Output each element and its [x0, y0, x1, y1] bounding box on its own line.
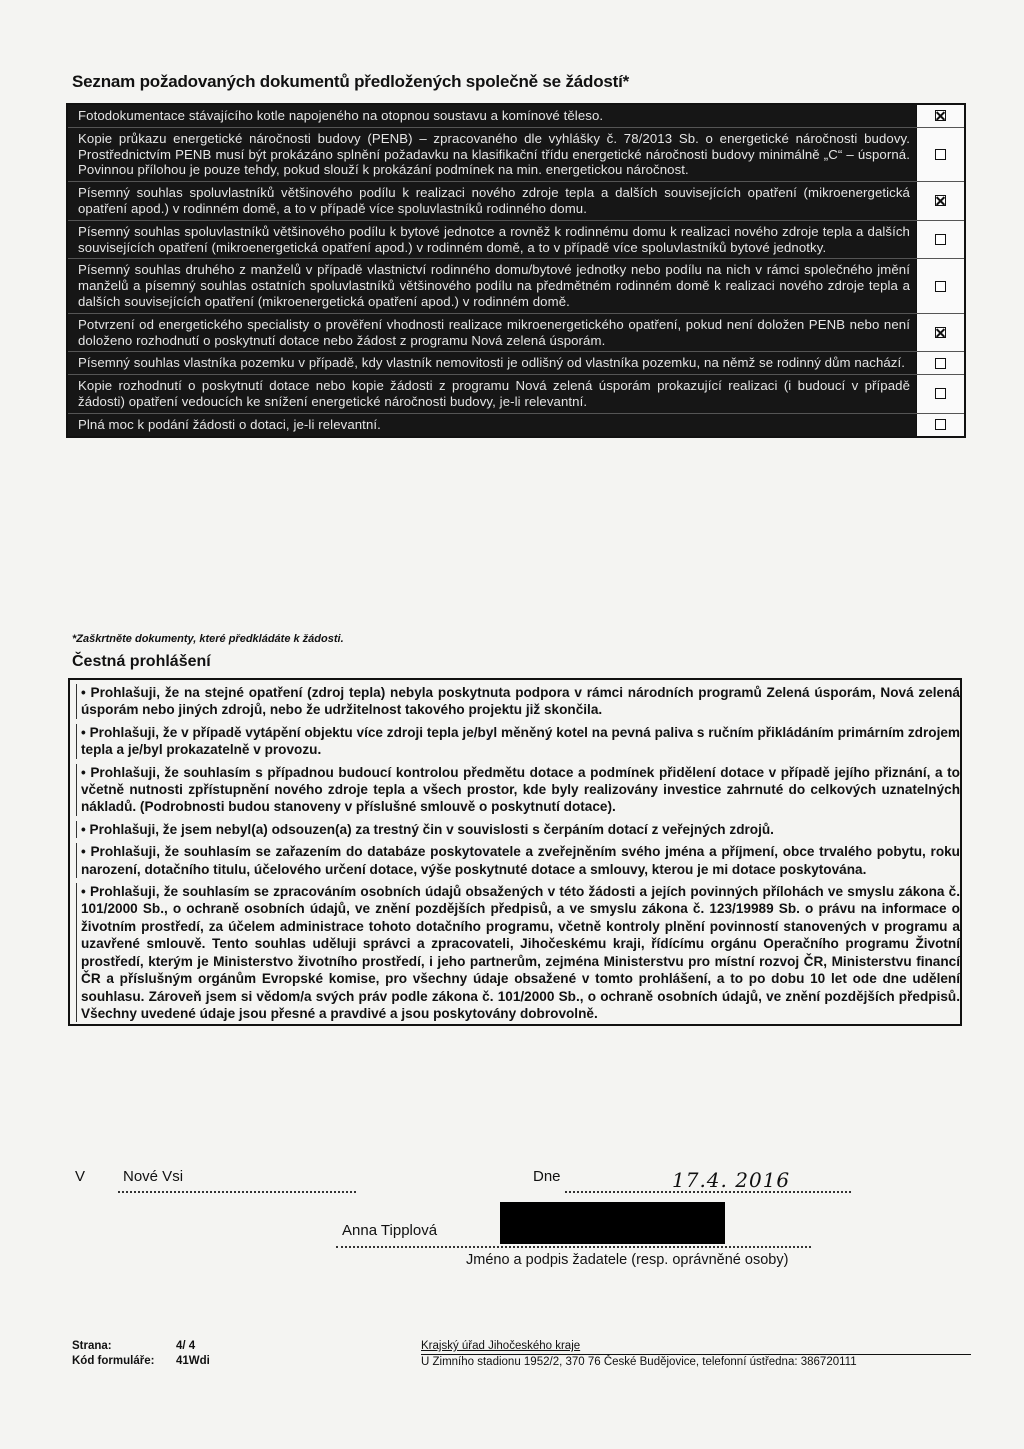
page-number: 4/ 4 [176, 1340, 196, 1352]
document-checkbox-cell[interactable] [916, 182, 964, 220]
declaration-heading: Čestná prohlášení [72, 653, 211, 670]
signature-caption: Jméno a podpis žadatele (resp. oprávněné osoby) [466, 1252, 789, 1268]
checkbox-checked[interactable] [935, 327, 946, 338]
footer-office [421, 1339, 971, 1370]
document-checkbox-cell[interactable] [916, 221, 964, 259]
checkbox[interactable] [935, 234, 946, 245]
checkbox[interactable] [935, 358, 946, 369]
place-field[interactable]: Nové Vsi [123, 1168, 184, 1185]
form-code-label: Kód formuláře: [72, 1355, 155, 1367]
checkbox[interactable] [935, 149, 946, 160]
page-label: Strana: [72, 1340, 112, 1352]
document-row [68, 221, 964, 260]
declaration-box [68, 678, 962, 1026]
document-row [68, 182, 964, 221]
document-row [68, 414, 964, 436]
form-code: 41Wdi [176, 1355, 210, 1367]
date-field[interactable]: 17.4. 2016 [672, 1168, 791, 1192]
document-checkbox-cell[interactable] [916, 259, 964, 312]
document-row [68, 105, 964, 128]
document-checkbox-cell[interactable] [916, 105, 964, 127]
document-text: Plná moc k podání žádosti o dotaci, je-li relevantní. [68, 414, 916, 436]
document-row [68, 314, 964, 353]
declaration-item: • Prohlašuji, že souhlasím se zařazením do databáze poskytovatele a zveřejněním svého jména a příjmení, obce trvalého pobytu, roku narození, dotačního titulu, účelového určení dotace, výše poskytnuté dotace a smlouvy, kterou je mi dotace poskytována. [76, 843, 960, 878]
place-label: V [75, 1168, 86, 1185]
declaration-item: • Prohlašuji, že v případě vytápění objektu více zdroji tepla je/byl měněný kotel na pevná paliva s ručním přikládáním primárním zdrojem tepla a je/byl prokazatelně v provozu. [76, 724, 960, 759]
document-checkbox-cell[interactable] [916, 375, 964, 413]
document-text: Písemný souhlas vlastníka pozemku v případě, kdy vlastník nemovitosti je odlišný od vlastníka pozemku, na němž se rodinný dům nachází. [68, 352, 916, 374]
document-text: Písemný souhlas spoluvlastníků většinového podílu k realizaci nového zdroje tepla a dalších souvisejících opatření (mikroenergetická opatření apod.) v rodinném domě, a to v případě více spoluvlastníků rodinného domu. [68, 182, 916, 220]
office-address: U Zimního stadionu 1952/2, 370 76 České Budějovice, telefonní ústředna: 386720111 [421, 1354, 971, 1370]
office-name: Krajský úřad Jihočeského kraje [421, 1340, 581, 1352]
document-checkbox-cell[interactable] [916, 128, 964, 181]
document-text: Písemný souhlas druhého z manželů v případě vlastnictví rodinného domu/bytové jednotky nebo podílu na nich v rámci společného jmění manželů a písemný souhlas ostatních spoluvlastníků většinového podílu na předmětném rodinném domě k realizaci nového zdroje tepla a dalších souvisejících opatření (mikroenergetická opatření apod.) v rodinném domě. [68, 259, 916, 312]
declaration-item: • Prohlašuji, že na stejné opatření (zdroj tepla) nebyla poskytnuta podpora v rámci národních programů Zelená úsporám, Nová zelená úsporám nebo jiných zdrojů, nebo že udržitelnost takového projektu již skončila. [76, 684, 960, 719]
checkbox[interactable] [935, 281, 946, 292]
page-title: Seznam požadovaných dokumentů předložených společně se žádostí* [72, 72, 630, 91]
document-text: Kopie rozhodnutí o poskytnutí dotace nebo kopie žádosti z programu Nová zelená úsporám prokazující realizaci (i budoucí v případě žádosti) opatření vedoucích ke snížení energetické náročnosti budovy, je-li relevantní. [68, 375, 916, 413]
signature-redaction [500, 1202, 725, 1244]
document-text: Potvrzení od energetického specialisty o prověření vhodnosti realizace mikroenergetického opatření, pokud není doložen PENB nebo není doloženo rozhodnutí o poskytnutí dotace nebo žádost z programu Nová zelená úsporám. [68, 314, 916, 352]
document-row [68, 375, 964, 414]
date-label: Dne [533, 1168, 561, 1185]
declaration-item: • Prohlašuji, že souhlasím se zpracováním osobních údajů obsažených v této žádosti a jejích povinných přílohách ve smyslu zákona č. 101/2000 Sb., o ochraně osobních údajů, ve znění pozdějších předpisů, a ve smyslu zákona č. 123/19989 Sb. o právu na informace o životním prostředí, za účelem administrace tohoto dotačního programu, včetně kontroly plnění povinností stanovených v programu a uzavřené smlouvě. Tento souhlas uděluji správci a zpracovateli, Jihočeskému kraji, řídícímu orgánu Operačního programu Životní prostředí, kterým je Ministerstvo životního prostředí, i jeho partnerům, zejména Ministerstvu pro místní rozvoj ČR, Ministerstvu financí ČR a příslušným orgánům Evropské komise, pro všechny údaje obsažené v tomto prohlášení, a to po dobu 10 let ode dne udělení souhlasu. Zároveň jsem si vědom/a svých práv podle zákona č. 101/2000 Sb., o ochraně osobních údajů, ve znění pozdějších předpisů. Všechny uvedené údaje jsou přesné a pravdivé a jsou poskytovány dobrovolně. [76, 883, 960, 1022]
declaration-item: • Prohlašuji, že jsem nebyl(a) odsouzen(a) za trestný čin v souvislosti s čerpáním dotací z veřejných zdrojů. [76, 821, 960, 838]
checkbox-checked[interactable] [935, 195, 946, 206]
checkbox-checked[interactable] [935, 110, 946, 121]
document-checkbox-cell[interactable] [916, 314, 964, 352]
document-text: Fotodokumentace stávajícího kotle napojeného na otopnou soustavu a komínové těleso. [68, 105, 916, 127]
place-dotted-line [118, 1191, 356, 1193]
document-row [68, 352, 964, 375]
documents-table [66, 103, 966, 438]
signature-dotted-line [336, 1246, 811, 1248]
document-row [68, 259, 964, 313]
documents-footnote: *Zaškrtněte dokumenty, které předkládáte k žádosti. [72, 633, 344, 645]
checkbox[interactable] [935, 419, 946, 430]
document-text: Kopie průkazu energetické náročnosti budovy (PENB) – zpracovaného dle vyhlášky č. 78/2013 Sb. o energetické náročnosti budovy. Prostřednictvím PENB musí být prokázáno splnění požadavku na klasifikační třídu energetické náročnosti budovy minimálně „C“ – úsporná. Povinnou přílohou je pouze tehdy, pokud slouží k prokázání podmínek na min. energetickou náročnost. [68, 128, 916, 181]
document-checkbox-cell[interactable] [916, 414, 964, 436]
applicant-name[interactable]: Anna Tipplová [342, 1222, 438, 1239]
checkbox[interactable] [935, 388, 946, 399]
date-dotted-line [565, 1191, 851, 1193]
footer-meta [72, 1339, 210, 1369]
document-row [68, 128, 964, 182]
declaration-item: • Prohlašuji, že souhlasím s případnou budoucí kontrolou předmětu dotace a podmínek přidělení dotace v případě jejího přiznání, a to včetně nutnosti zpřístupnění nového zdroje tepla a všech prostor, kde byly realizovány investice zahrnuté do celkových uznatelných nákladů. (Podrobnosti budou stanoveny v příslušné smlouvě o poskytnutí dotace). [76, 764, 960, 816]
document-text: Písemný souhlas spoluvlastníků většinového podílu k bytové jednotce a rovněž k rodinnému domu k realizaci nového zdroje tepla a dalších souvisejících opatření (mikroenergetická opatření apod.) v rodinném domě, a to v případě více spoluvlastníků bytové jednotky. [68, 221, 916, 259]
document-checkbox-cell[interactable] [916, 352, 964, 374]
